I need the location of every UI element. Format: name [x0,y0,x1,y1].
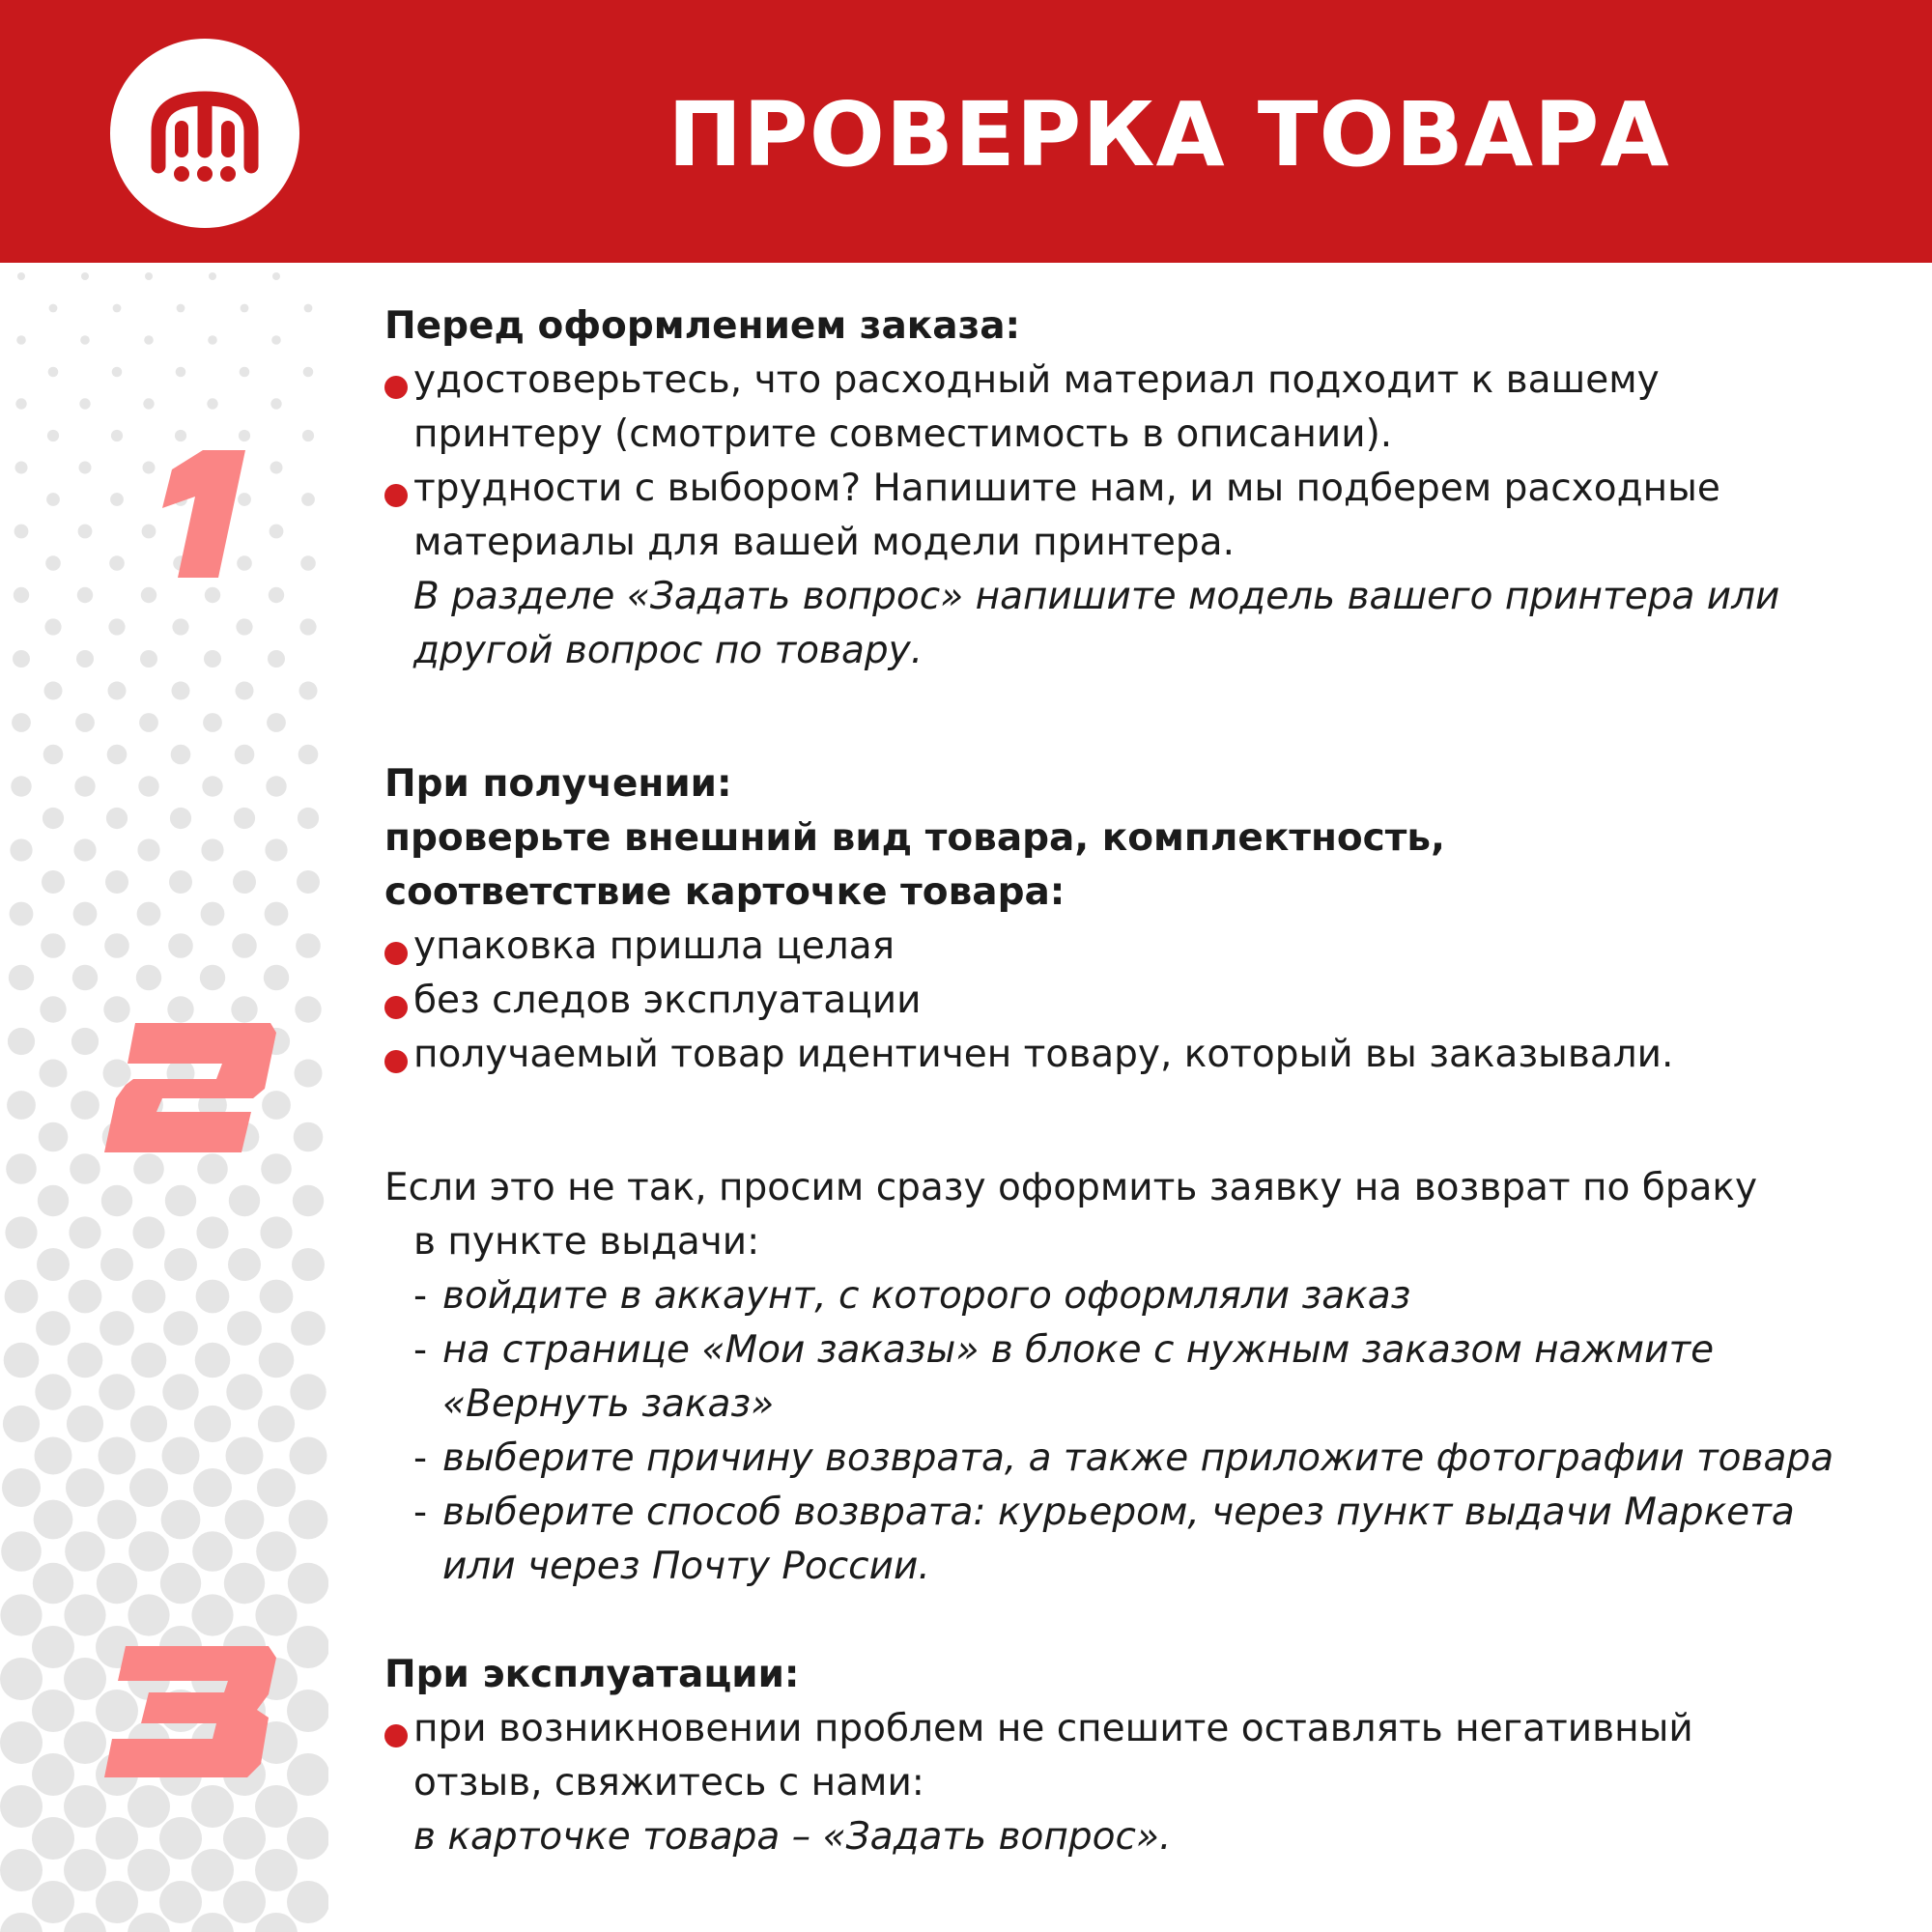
section-in-use [384,1648,1891,1864]
decorative-dot [130,1406,167,1442]
decorative-dot [71,1028,99,1055]
decorative-dot [162,1374,198,1409]
decorative-dot [12,713,31,732]
decorative-dot [74,776,95,796]
decorative-dot [294,1122,324,1152]
decorative-dot [73,902,98,926]
decorative-dot [34,1500,73,1540]
list-item: получаемый товар идентичен товару, который вы заказывали. [384,1028,1891,1082]
decorative-dot [293,1185,324,1216]
decorative-dot [192,1531,233,1572]
decorative-dot [175,430,186,441]
decorative-dot [0,1785,43,1828]
list-item-continuation: принтеру (смотрите совместимость в описании). [413,412,1393,456]
page-title: ПРОВЕРКА ТОВАРА [668,83,1670,186]
list-item: без следов эксплуатации [384,974,1891,1028]
decorative-dot [99,1374,134,1409]
decorative-dot [36,1311,71,1346]
decorative-dot [107,745,128,765]
logo [110,39,299,228]
main-content [384,299,1891,1864]
decorative-dot [45,555,61,571]
decorative-dot [169,870,192,894]
decorative-dot [46,493,60,506]
decorative-dot [226,1437,264,1475]
decorative-dot [64,1913,106,1932]
decorative-dot [165,1185,196,1216]
decorative-dot [296,933,321,958]
decorative-dot [99,1437,136,1475]
decorative-dot [112,367,123,378]
list-item-continuation: материалы для вашей модели принтера. [413,521,1235,564]
section-on-receipt [384,757,1891,1594]
decorative-dot [111,430,123,441]
decorative-dot [162,1437,200,1475]
decorative-dot [75,713,95,732]
decorative-dot [260,1280,294,1314]
decorative-dot [105,870,128,894]
decorative-dot [290,1374,326,1409]
decorative-dot [128,1594,169,1635]
decorative-dot [202,776,222,796]
decorative-dot [137,838,159,861]
decorative-dot [195,1343,231,1378]
decorative-dot [176,367,186,378]
decorative-dot [143,398,154,409]
decorative-dot [235,745,255,765]
decorative-dot [79,398,90,409]
decorative-dot [234,808,255,829]
decorative-dot [103,996,129,1022]
decorative-dot [288,1563,328,1604]
decorative-dot [138,776,158,796]
decorative-dot [35,1374,71,1409]
section-subheading: проверьте внешний вид товара, комплектность, [384,816,1445,860]
decorative-dot [170,808,191,829]
decorative-dot [298,745,319,765]
list-item: удостоверьтесь, что расходный материал подходит к вашему [384,354,1891,408]
decorative-dot [43,745,64,765]
decorative-dot [159,1817,202,1860]
return-step-continuation: «Вернуть заказ» [442,1382,775,1426]
return-intro: Если это не так, просим сразу оформить заявку на возврат по браку [384,1166,1758,1209]
decorative-dot [193,1468,232,1507]
decorative-dot [67,1406,103,1442]
decorative-dot [32,1690,74,1732]
decorative-dot [65,1531,105,1572]
decorative-dot [98,1500,137,1540]
decorative-dot [298,808,319,829]
decorative-dot [287,1690,328,1732]
header-banner [0,0,1932,263]
decorative-dot [231,996,257,1022]
decorative-dot [40,1060,68,1088]
decorative-dot [66,1468,104,1507]
decorative-dot [141,587,156,603]
return-step: - выберите причину возврата, а также приложите фотографии товара [384,1432,1891,1486]
decorative-dot [49,304,58,313]
decorative-dot [35,1437,72,1475]
decorative-dot [267,713,286,732]
decorative-dot [208,335,217,345]
decorative-dot [2,1468,41,1507]
decorative-dot [11,776,31,796]
decorative-dot [257,1468,296,1507]
decorative-dot [201,838,223,861]
list-item-continuation: отзыв, свяжитесь с нами: [413,1761,924,1804]
section-heading: При получении: [384,762,732,806]
decorative-dot [0,1658,43,1700]
decorative-dot [32,1817,74,1860]
note-text: другой вопрос по товару. [413,629,923,672]
decorative-dot [255,1913,298,1932]
decorative-dot [81,272,89,280]
decorative-dot [101,1185,132,1216]
decorative-dot [191,1913,234,1932]
decorative-dot [113,304,122,313]
decorative-dot [224,1563,265,1604]
decorative-dot [64,1849,106,1891]
decorative-dot [240,367,250,378]
decorative-dot [129,1468,168,1507]
decorative-dot [13,650,30,668]
decorative-dot [132,1280,166,1314]
decorative-dot [80,335,90,345]
decorative-dot [255,1594,297,1635]
decorative-dot [268,650,285,668]
decorative-dot [196,1280,230,1314]
return-step: - выберите способ возврата: курьером, через пункт выдачи Маркета [384,1486,1891,1540]
decorative-dot [10,838,32,861]
decorative-dot [191,1785,234,1828]
decorative-dot [72,965,98,990]
decorative-dot [287,1626,328,1668]
decorative-dot [48,367,59,378]
decorative-dot [0,1721,43,1764]
decorative-dot [109,555,125,571]
decorative-dot [201,902,225,926]
decorative-dot [99,1311,134,1346]
decorative-dot [258,1406,295,1442]
decorative-dot [272,272,280,280]
decorative-dot [303,367,314,378]
decorative-dot [100,1248,133,1281]
decorative-dot [259,1343,295,1378]
decorative-dot [300,555,316,571]
decorative-dot [71,1091,99,1120]
decorative-dot [69,1280,102,1314]
decorative-dot [1,1531,42,1572]
list-item: при возникновении проблем не спешите оставлять негативный [384,1702,1891,1756]
decorative-dot [161,1500,201,1540]
decorative-dot [47,430,59,441]
decorative-dot [287,1753,328,1796]
step-number-3 [97,1644,280,1779]
decorative-dot [16,335,26,345]
decorative-dot [239,430,250,441]
decorative-dot [172,618,188,635]
decorative-dot [38,1185,69,1216]
decorative-dot [44,682,63,700]
decorative-dot [108,618,125,635]
decorative-dot [42,870,65,894]
decorative-dot [128,1531,169,1572]
decorative-dot [291,1311,326,1346]
step-number-1 [145,446,251,582]
decorative-dot [64,1785,106,1828]
section-subheading: соответствие карточке товара: [384,870,1065,914]
decorative-dot [131,1343,167,1378]
decorative-dot [78,525,93,539]
section-before-order [384,299,1891,678]
decorative-dot [14,525,29,539]
decorative-dot [287,1817,328,1860]
decorative-dot [229,1185,260,1216]
decorative-dot [255,1785,298,1828]
decorative-dot [79,462,92,474]
decorative-dot [232,933,257,958]
decorative-dot [15,462,28,474]
decorative-dot [39,1122,69,1152]
decorative-dot [205,587,220,603]
decorative-dot [270,525,284,539]
decorative-dot [73,838,96,861]
decorative-dot [295,1060,323,1088]
decorative-dot [197,1153,228,1184]
decorative-dot [265,902,289,926]
decorative-dot [299,682,318,700]
decorative-dot [194,1406,231,1442]
decorative-dot [270,398,281,409]
decorative-dot [236,682,254,700]
return-step-continuation: или через Почту России. [442,1545,930,1588]
decorative-dot [40,996,66,1022]
decorative-dot [270,462,283,474]
market-logo-icon [110,39,299,228]
decorative-dot [261,1153,292,1184]
decorative-dot [9,965,34,990]
decorative-dot [70,1153,100,1184]
decorative-dot [64,1594,105,1635]
decorative-dot [128,1785,170,1828]
decorative-dot [233,870,256,894]
step-number-2 [97,1021,280,1154]
decorative-dot [265,838,287,861]
decorative-dot [5,1280,39,1314]
list-item: упаковка пришла целая [384,920,1891,974]
decorative-dot [37,1248,70,1281]
decorative-dot [159,1881,202,1923]
decorative-dot [41,933,66,958]
decorative-dot [164,1248,197,1281]
decorative-dot [43,808,64,829]
decorative-dot [68,1343,103,1378]
decorative-dot [163,1311,198,1346]
decorative-dot [77,587,93,603]
decorative-dot [207,398,217,409]
decorative-dot [133,1153,164,1184]
decorative-dot [168,933,193,958]
decorative-dot [96,1817,138,1860]
decorative-dot [145,272,153,280]
decorative-dot [104,933,129,958]
decorative-dot [264,965,289,990]
decorative-dot [297,870,320,894]
decorative-dot [196,1216,228,1248]
decorative-dot [256,1531,297,1572]
decorative-dot [17,272,25,280]
decorative-dot [290,1437,327,1475]
decorative-dot [33,1563,73,1604]
decorative-dot [209,272,216,280]
decorative-dot [4,1343,40,1378]
decorative-dot [97,1563,137,1604]
decorative-dot [269,587,284,603]
section-heading: При эксплуатации: [384,1653,800,1696]
decorative-dot [7,1091,36,1120]
decorative-dot [289,1500,328,1540]
decorative-dot [292,1248,325,1281]
decorative-dot [160,1563,201,1604]
note-text: В разделе «Задать вопрос» напишите модель вашего принтера или [413,575,1780,618]
decorative-dot [140,650,157,668]
decorative-dot [223,1817,266,1860]
decorative-dot [132,1216,164,1248]
return-intro-continuation: в пункте выдачи: [413,1220,760,1264]
decorative-dot [139,713,158,732]
decorative-dot [106,808,128,829]
decorative-dot [167,996,193,1022]
decorative-dot [76,650,94,668]
section-heading: Перед оформлением заказа: [384,304,1021,348]
decorative-dot [108,682,127,700]
decorative-dot [144,335,154,345]
decorative-dot [0,1913,43,1932]
note-text: в карточке товара – «Задать вопрос». [413,1815,1172,1859]
decorative-dot [226,1374,262,1409]
decorative-dot [266,776,286,796]
decorative-dot [203,713,222,732]
decorative-dot [0,1594,42,1635]
decorative-dot [200,965,225,990]
decorative-dot [32,1626,74,1668]
decorative-dot [6,1153,37,1184]
decorative-dot [287,1881,328,1923]
decorative-dot [15,398,26,409]
decorative-dot [32,1881,74,1923]
decorative-dot [10,902,34,926]
decorative-dot [5,1216,37,1248]
decorative-dot [204,650,221,668]
list-item: трудности с выбором? Напишите нам, и мы подберем расходные [384,462,1891,516]
decorative-dot [128,1913,170,1932]
decorative-dot [227,1311,262,1346]
decorative-dot [191,1849,234,1891]
decorative-dot [299,618,316,635]
decorative-dot [177,304,185,313]
decorative-dot [110,493,124,506]
decorative-dot [236,618,252,635]
decorative-dot [301,493,315,506]
decorative-dot [304,304,313,313]
return-step: - на странице «Мои заказы» в блоке с нужным заказом нажмите [384,1323,1891,1378]
decorative-dot [3,1406,40,1442]
decorative-dot [255,1849,298,1891]
decorative-dot [69,1216,100,1248]
decorative-dot [302,430,314,441]
decorative-dot [225,1500,265,1540]
decorative-dot [8,1028,35,1055]
decorative-dot [171,745,191,765]
decorative-dot [136,965,161,990]
decorative-dot [228,1248,261,1281]
decorative-dot [14,587,29,603]
decorative-dot [223,1881,266,1923]
decorative-dot [191,1594,233,1635]
decorative-dot [295,996,321,1022]
decorative-dot [271,335,281,345]
decorative-dot [128,1849,170,1891]
decorative-dot [241,304,249,313]
decorative-dot [32,1753,74,1796]
decorative-dot [260,1216,292,1248]
return-step: - войдите в аккаунт, с которого оформляли заказ [384,1269,1891,1323]
decorative-dot [0,1849,43,1891]
decorative-dot [44,618,61,635]
decorative-dot [172,682,190,700]
decorative-dot [96,1881,138,1923]
decorative-dot [137,902,161,926]
